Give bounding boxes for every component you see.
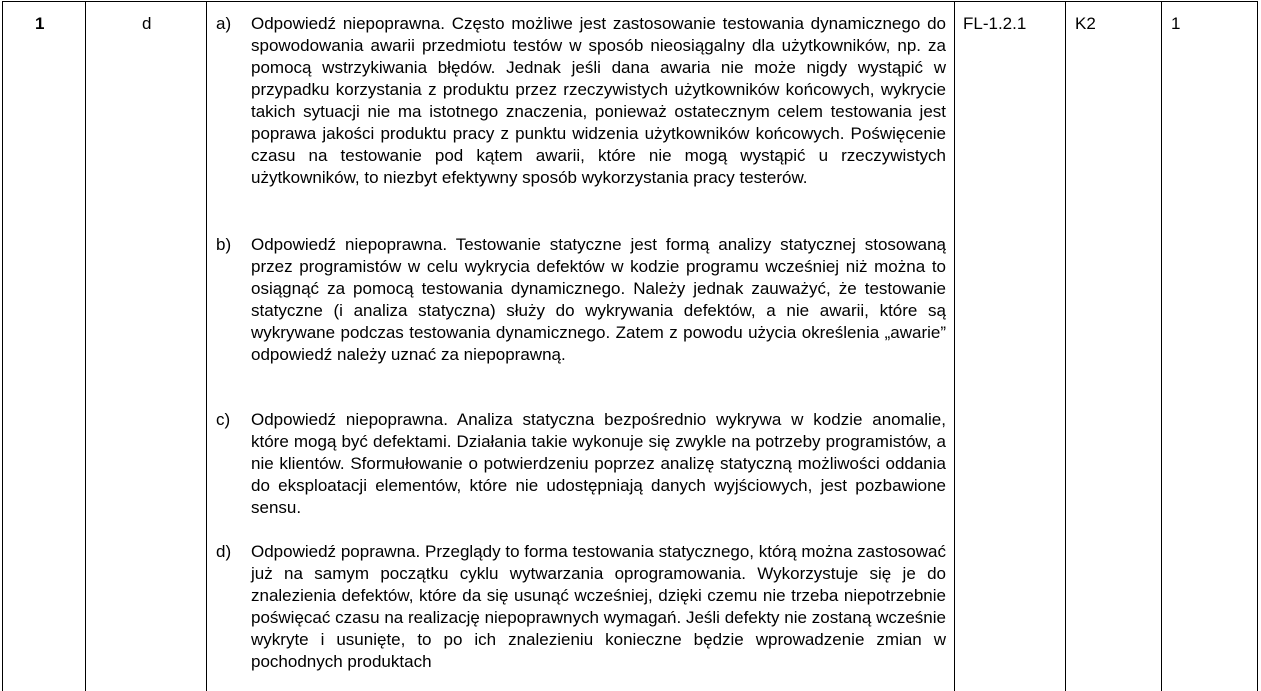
justification-item-a <box>216 13 946 189</box>
points: 1 <box>1171 14 1181 33</box>
column-divider <box>1065 2 1066 691</box>
option-letter: c) <box>216 410 231 429</box>
column-divider <box>206 2 207 691</box>
option-letter: d) <box>216 542 232 561</box>
justification-text: Odpowiedź poprawna. Przeglądy to forma testowania statycznego, którą można zastosować już na samym początku cyklu wytwarzania oprogramowania. Wykorzystuje się je do znalezienia defektów, które da się usunąć wcześniej, dzięki czemu nie trzeba niepotrzebnie poświęcać czasu na realizację niepoprawnych wymagań. Jeśli defekty nie zostaną wcześnie wykryte i usunięte, to po ich znalezieniu konieczne będzie wprowadzenie zmian w pochodnych produktach <box>251 542 946 671</box>
correct-answer: d <box>142 14 152 33</box>
k-level: K2 <box>1075 14 1096 33</box>
learning-objective: FL-1.2.1 <box>963 14 1027 33</box>
option-letter: b) <box>216 235 232 254</box>
justification-text: Odpowiedź niepoprawna. Często możliwe jest zastosowanie testowania dynamicznego do spowodowania awarii przedmiotu testów w sposób nieosiągalny dla użytkowników, np. za pomocą wstrzykiwania błędów. Jednak jeśli dana awaria nie może nigdy wystąpić w przypadku korzystania z produktu przez rzeczywistych użytkowników końcowych, wykrycie takich sytuacji nie ma istotnego znaczenia, ponieważ ostatecznym celem testowania jest poprawa jakości produktu pracy z punktu widzenia użytkowników końcowych. Poświęcenie czasu na testowanie pod kątem awarii, które nie mogą wystąpić u rzeczywistych użytkowników, to niezbyt efektywny sposób wykorzystania pracy testerów. <box>251 14 946 187</box>
justification-text: Odpowiedź niepoprawna. Testowanie statyczne jest formą analizy statycznej stosowaną przez programistów w celu wykrycia defektów w kodzie programu wcześniej niż można to osiągnąć za pomocą testowania dynamicznego. Należy jednak zauważyć, że testowanie statyczne (i analiza statyczna) służy do wykrywania defektów, a nie awarii, które są wykrywane podczas testowania dynamicznego. Zatem z powodu użycia określenia „awarie” odpowiedź należy uznać za niepoprawną. <box>251 235 946 364</box>
justification-item-c <box>216 409 946 519</box>
justification-text: Odpowiedź niepoprawna. Analiza statyczna bezpośrednio wykrywa w kodzie anomalie, które mogą być defektami. Działania takie wykonuje się zwykle na potrzeby programistów, a nie klientów. Sformułowanie o potwierdzeniu poprzez analizę statyczną możliwości oddania do eksploatacji elementów, które nie udostępniają danych wyjściowych, jest pozbawione sensu. <box>251 410 946 517</box>
question-number: 1 <box>35 14 45 33</box>
option-letter: a) <box>216 14 232 33</box>
column-divider <box>85 2 86 691</box>
column-divider <box>954 2 955 691</box>
justification-item-d <box>216 541 946 673</box>
justification-item-b <box>216 234 946 366</box>
column-divider <box>1161 2 1162 691</box>
